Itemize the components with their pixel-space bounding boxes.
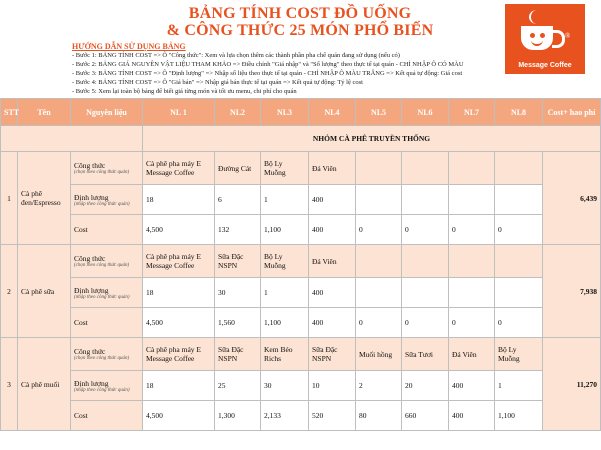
item-3-cost-row bbox=[1, 401, 601, 431]
item-2-stt: 2 bbox=[1, 245, 18, 338]
item-2-qty-nl6[interactable] bbox=[402, 278, 449, 308]
guide-step-5: - Bước 5: Xem lại toàn bộ bảng để biết giá từng món và tối ưu menu, chi phí cho quán bbox=[72, 88, 297, 95]
item-1-recipe-nl5[interactable] bbox=[356, 152, 402, 185]
item-2-cost-nl1: 4,500 bbox=[143, 308, 215, 338]
col-header-nl6[interactable]: NL6 bbox=[402, 99, 449, 126]
guide-title: HƯỚNG DẪN SỬ DỤNG BẢNG bbox=[72, 42, 186, 51]
item-3-cost-nl1: 4,500 bbox=[143, 401, 215, 431]
qty-label: Định lượng (nhập theo công thức quán) bbox=[71, 371, 143, 401]
item-2-cost-nl4: 400 bbox=[309, 308, 356, 338]
item-3-recipe-nl6[interactable]: Sữa Tươi bbox=[402, 338, 449, 371]
item-1-recipe-nl2[interactable]: Đường Cát bbox=[215, 152, 261, 185]
page-subtitle: & CÔNG THỨC 25 MÓN PHỔ BIẾN bbox=[166, 22, 434, 39]
item-2-qty-nl7[interactable] bbox=[449, 278, 495, 308]
steam-icon bbox=[529, 10, 545, 24]
item-3-recipe-nl2[interactable]: Sữa Đặc NSPN bbox=[215, 338, 261, 371]
item-2-recipe-nl6[interactable] bbox=[402, 245, 449, 278]
item-3-recipe-nl3[interactable]: Kem Béo Richs bbox=[261, 338, 309, 371]
item-1-recipe-nl3[interactable]: Bộ Ly Muỗng bbox=[261, 152, 309, 185]
item-3-qty-nl8[interactable]: 1 bbox=[495, 371, 543, 401]
item-2-qty-nl5[interactable] bbox=[356, 278, 402, 308]
item-3-qty-nl4[interactable]: 10 bbox=[309, 371, 356, 401]
item-1-recipe-nl6[interactable] bbox=[402, 152, 449, 185]
item-2-qty-nl3[interactable]: 1 bbox=[261, 278, 309, 308]
group-title: NHÓM CÀ PHÊ TRUYỀN THỐNG bbox=[143, 126, 601, 152]
header-row bbox=[1, 99, 601, 126]
col-header-nl7[interactable]: NL7 bbox=[449, 99, 495, 126]
col-header-nl1[interactable]: NL 1 bbox=[143, 99, 215, 126]
item-2-cost-nl3: 1,100 bbox=[261, 308, 309, 338]
item-3-recipe-nl8[interactable]: Bộ Ly Muỗng bbox=[495, 338, 543, 371]
guide-step-1: - Bước 1: BẢNG TÍNH COST => Ô "Công thức": Xem và lựa chọn thêm các thành phần pha chế quán đang sử dụng (nếu có) bbox=[72, 52, 400, 59]
page-title: BẢNG TÍNH COST ĐỒ UỐNG bbox=[188, 5, 412, 22]
item-1-recipe-nl4[interactable]: Đá Viên bbox=[309, 152, 356, 185]
item-3-cost-nl5: 80 bbox=[356, 401, 402, 431]
item-2-recipe-nl7[interactable] bbox=[449, 245, 495, 278]
item-1-qty-row bbox=[1, 185, 601, 215]
item-1-cost-nl1: 4,500 bbox=[143, 215, 215, 245]
col-header-name[interactable]: Tên bbox=[18, 99, 71, 126]
item-2-recipe-nl1[interactable]: Cà phê pha máy E Message Coffee bbox=[143, 245, 215, 278]
coffee-cup-icon bbox=[521, 26, 553, 50]
item-3-qty-nl3[interactable]: 30 bbox=[261, 371, 309, 401]
item-3-cost-nl7: 400 bbox=[449, 401, 495, 431]
group-row bbox=[1, 126, 601, 152]
item-2-qty-nl1[interactable]: 18 bbox=[143, 278, 215, 308]
item-1-qty-nl2[interactable]: 6 bbox=[215, 185, 261, 215]
item-2-qty-row bbox=[1, 278, 601, 308]
item-3-qty-row bbox=[1, 371, 601, 401]
item-3-qty-nl2[interactable]: 25 bbox=[215, 371, 261, 401]
item-2-cost-nl6: 0 bbox=[402, 308, 449, 338]
item-2-cost-nl5: 0 bbox=[356, 308, 402, 338]
recipe-label: Công thức (chọn theo công thức quán) bbox=[71, 152, 143, 185]
item-1-qty-nl3[interactable]: 1 bbox=[261, 185, 309, 215]
item-1-cost-nl2: 132 bbox=[215, 215, 261, 245]
item-3-qty-nl6[interactable]: 20 bbox=[402, 371, 449, 401]
col-header-ingredients[interactable]: Nguyên liệu bbox=[71, 99, 143, 126]
col-header-nl2[interactable]: NL2 bbox=[215, 99, 261, 126]
item-1-cost-nl7: 0 bbox=[449, 215, 495, 245]
item-3-cost-nl6: 660 bbox=[402, 401, 449, 431]
item-1-qty-nl7[interactable] bbox=[449, 185, 495, 215]
item-3-cost-nl8: 1,100 bbox=[495, 401, 543, 431]
item-2-recipe-nl8[interactable] bbox=[495, 245, 543, 278]
col-header-stt[interactable]: STT bbox=[1, 99, 18, 126]
item-2-qty-nl2[interactable]: 30 bbox=[215, 278, 261, 308]
cost-label: Cost bbox=[71, 401, 143, 431]
sheet-header bbox=[0, 0, 600, 98]
col-header-nl5[interactable]: NL5 bbox=[356, 99, 402, 126]
item-2-total-cost: 7,938 bbox=[543, 245, 601, 338]
item-1-cost-nl6: 0 bbox=[402, 215, 449, 245]
cost-label: Cost bbox=[71, 308, 143, 338]
item-2-cost-row bbox=[1, 308, 601, 338]
item-3-stt: 3 bbox=[1, 338, 18, 431]
item-2-recipe-nl3[interactable]: Bộ Ly Muỗng bbox=[261, 245, 309, 278]
col-header-nl4[interactable]: NL4 bbox=[309, 99, 356, 126]
item-1-qty-nl6[interactable] bbox=[402, 185, 449, 215]
item-1-total-cost: 6,439 bbox=[543, 152, 601, 245]
item-1-cost-nl8: 0 bbox=[495, 215, 543, 245]
guide-step-2: - Bước 2: BẢNG GIÁ NGUYÊN VẬT LIỆU THAM KHẢO => Điều chỉnh "Giá nhập" và "Số lượng" theo thực tế tại quán - CHỈ NHẬP Ô CÓ MÀU bbox=[72, 61, 464, 68]
guide-step-3: - Bước 3: BẢNG TÍNH COST => Ô "Định lượng" => Nhập số liệu theo thực tế tại quán - CHỈ NHẬP Ô MÀU TRẮNG => Kết quả tự động: Giá cost bbox=[72, 70, 463, 77]
logo-text: Message Coffee bbox=[518, 62, 572, 69]
item-3-recipe-nl5[interactable]: Muối hồng bbox=[356, 338, 402, 371]
group-spacer bbox=[1, 126, 143, 152]
item-3-recipe-row bbox=[1, 338, 601, 371]
item-2-qty-nl8[interactable] bbox=[495, 278, 543, 308]
item-3-cost-nl3: 2,133 bbox=[261, 401, 309, 431]
item-1-cost-nl5: 0 bbox=[356, 215, 402, 245]
item-3-recipe-nl7[interactable]: Đá Viên bbox=[449, 338, 495, 371]
item-3-total-cost: 11,270 bbox=[543, 338, 601, 431]
item-1-recipe-nl7[interactable] bbox=[449, 152, 495, 185]
cost-table bbox=[0, 98, 601, 431]
item-1-qty-nl8[interactable] bbox=[495, 185, 543, 215]
cup-handle-icon bbox=[552, 30, 565, 48]
item-2-recipe-row bbox=[1, 245, 601, 278]
cost-label: Cost bbox=[71, 215, 143, 245]
item-1-recipe-row bbox=[1, 152, 601, 185]
item-1-qty-nl4[interactable]: 400 bbox=[309, 185, 356, 215]
item-2-cost-nl2: 1,560 bbox=[215, 308, 261, 338]
item-1-qty-nl1[interactable]: 18 bbox=[143, 185, 215, 215]
item-1-stt: 1 bbox=[1, 152, 18, 245]
guide-step-4: - Bước 4: BẢNG TÍNH COST => Ô "Giá bán" => Nhập giá bán thực tế tại quán => Kết quả tự động: Tỷ lệ cost bbox=[72, 79, 363, 86]
item-3-qty-nl5[interactable]: 2 bbox=[356, 371, 402, 401]
item-1-recipe-nl8[interactable] bbox=[495, 152, 543, 185]
qty-label: Định lượng (nhập theo công thức quán) bbox=[71, 278, 143, 308]
item-3-recipe-nl4[interactable]: Sữa Đặc NSPN bbox=[309, 338, 356, 371]
item-3-name[interactable]: Cà phê muối bbox=[18, 338, 71, 431]
qty-label: Định lượng (nhập theo công thức quán) bbox=[71, 185, 143, 215]
item-1-name[interactable]: Cà phê đen/Espresso bbox=[18, 152, 71, 245]
item-2-name[interactable]: Cà phê sữa bbox=[18, 245, 71, 338]
item-2-cost-nl7: 0 bbox=[449, 308, 495, 338]
item-2-recipe-nl5[interactable] bbox=[356, 245, 402, 278]
recipe-label: Công thức (chọn theo công thức quán) bbox=[71, 338, 143, 371]
col-header-cost[interactable]: Cost+ hao phí bbox=[543, 99, 601, 126]
item-3-cost-nl4: 520 bbox=[309, 401, 356, 431]
item-2-recipe-nl4[interactable]: Đá Viên bbox=[309, 245, 356, 278]
item-1-cost-row bbox=[1, 215, 601, 245]
item-1-cost-nl3: 1,100 bbox=[261, 215, 309, 245]
brand-logo bbox=[505, 4, 585, 74]
col-header-nl8[interactable]: NL8 bbox=[495, 99, 543, 126]
item-2-qty-nl4[interactable]: 400 bbox=[309, 278, 356, 308]
item-1-qty-nl5[interactable] bbox=[356, 185, 402, 215]
item-1-cost-nl4: 400 bbox=[309, 215, 356, 245]
recipe-label: Công thức (chọn theo công thức quán) bbox=[71, 245, 143, 278]
item-1-recipe-nl1[interactable]: Cà phê pha máy E Message Coffee bbox=[143, 152, 215, 185]
item-2-cost-nl8: 0 bbox=[495, 308, 543, 338]
registered-mark: ® bbox=[565, 32, 571, 40]
item-3-qty-nl7[interactable]: 400 bbox=[449, 371, 495, 401]
item-3-qty-nl1[interactable]: 18 bbox=[143, 371, 215, 401]
item-3-recipe-nl1[interactable]: Cà phê pha máy E Message Coffee bbox=[143, 338, 215, 371]
item-2-recipe-nl2[interactable]: Sữa Đặc NSPN bbox=[215, 245, 261, 278]
item-3-cost-nl2: 1,300 bbox=[215, 401, 261, 431]
col-header-nl3[interactable]: NL3 bbox=[261, 99, 309, 126]
